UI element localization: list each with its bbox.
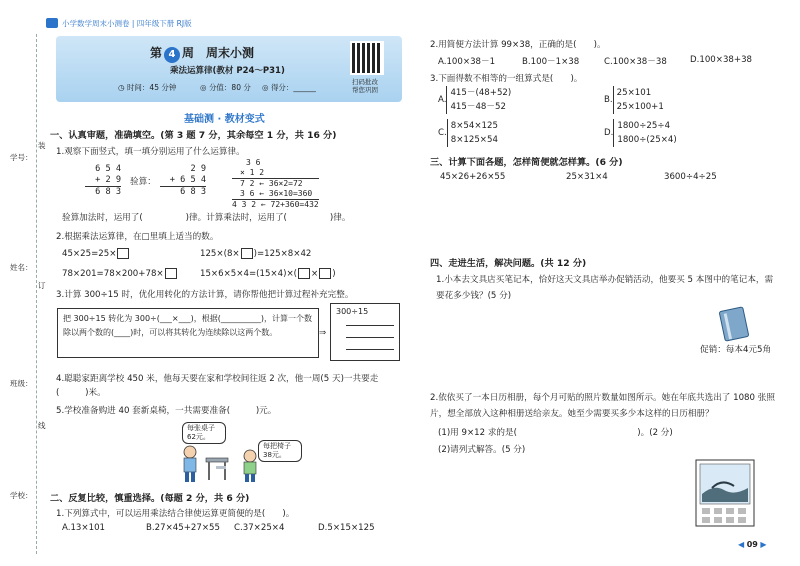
answer-box[interactable] bbox=[165, 268, 177, 279]
s3-item-2: 25×31×4 bbox=[566, 172, 608, 182]
spine-bind-word: 装 bbox=[38, 141, 46, 150]
week-title: 第 4 周 周末小测 bbox=[150, 44, 254, 63]
s2-q2-opt-b[interactable]: B.100－1×38 bbox=[522, 57, 580, 67]
chair-price-bubble: 每把椅子38元。 bbox=[258, 440, 302, 462]
s4-q2-part2: (2)请列式解答。(5 分) bbox=[438, 445, 526, 455]
s2-q1-opt-a[interactable]: A.13×101 bbox=[62, 523, 105, 533]
s3-item-3: 3600÷4÷25 bbox=[664, 172, 717, 182]
check-label: 验算： bbox=[130, 177, 156, 187]
calendar-album-illustration bbox=[694, 458, 756, 528]
s2-q2-text: 2.用简便方法计算 99×38，正确的是( )。 bbox=[430, 40, 606, 50]
q2-eq-c: 78×201=78×200+78× bbox=[62, 268, 178, 279]
binding-line bbox=[36, 34, 37, 554]
s2-q1-opt-b[interactable]: B.27×45+27×55 bbox=[146, 523, 220, 533]
check-vertical: 2 9 + 6 5 4 6 8 3 bbox=[160, 164, 206, 198]
arrow-icon: ⇒ bbox=[319, 328, 327, 338]
series-logo bbox=[46, 18, 58, 28]
s4-q1-text: 1.小本去文具店买笔记本，恰好这天文具店举办促销活动，他要买 5 本图中的笔记本，需要花多少钱？(5 分) bbox=[436, 275, 774, 301]
s2-q2-opt-a[interactable]: A.100×38－1 bbox=[438, 57, 496, 67]
students-illustration bbox=[178, 444, 268, 484]
s4-q2-text: 2.依依买了一本日历相册，每个月可贴的照片数量如图所示。她在年底共选出了 1080 张照片，想全部放入这种相册送给亲友。她至少需要买多少本这样的日历相册？ bbox=[430, 393, 775, 419]
q2-eq-b: 125×(8× )=125×8×42 bbox=[200, 249, 312, 259]
q3-text: 3.计算 300÷15 时，优化用转化的方法计算，请你帮他把计算过程补充完整。 bbox=[56, 290, 354, 300]
spine-bind-word: 订 bbox=[38, 281, 46, 290]
notebook-icon bbox=[718, 306, 752, 342]
section-3-title: 三、计算下面各题，怎样简便就怎样算。(6 分) bbox=[430, 157, 623, 168]
qr-caption: 扫码批改 帮您巩固 bbox=[352, 78, 378, 94]
q3-calc-box[interactable]: 300÷15 bbox=[330, 303, 400, 361]
qr-code[interactable] bbox=[350, 41, 384, 75]
q2-eq-d: 15×6×5×4=(15×4)×( × ) bbox=[200, 269, 336, 279]
q2-eq-a: 45×25=25× bbox=[62, 248, 130, 259]
s2-q3-opt-d[interactable]: D. 1800÷25÷4 1800÷(25×4) bbox=[604, 121, 677, 145]
q2-text: 2.根据乘法运算律，在□里填上适当的数。 bbox=[56, 232, 219, 242]
s2-q3-opt-c[interactable]: C. 8×54×125 8×125×54 bbox=[438, 121, 498, 145]
q1-answer-line: 验算加法时，运用了( )律。计算乘法时，运用了( )律。 bbox=[62, 213, 351, 223]
desk-price-bubble: 每张桌子62元。 bbox=[182, 422, 226, 444]
page-number: ◀ 09 ▶ bbox=[738, 540, 767, 549]
spine-class: 班级： bbox=[10, 379, 33, 388]
q5-text: 5.学校准备购进 40 套新桌椅，一共需要准备( )元。 bbox=[56, 406, 277, 416]
section-band-title: 基础测 · 教材变式 bbox=[184, 114, 265, 125]
section-4-title: 四、走进生活，解决问题。(共 12 分) bbox=[430, 258, 587, 269]
answer-box[interactable] bbox=[319, 268, 331, 279]
spine-bind-word: 线 bbox=[38, 421, 46, 430]
multiplication-vertical: 3 6 × 1 2 7 2 ← 36×2=72 3 6 ← 36×10=360 4 3 2 ← 72+360=432 bbox=[232, 158, 319, 209]
promo-label: 促销：每本4元5角 bbox=[700, 345, 772, 355]
s2-q3-opt-b[interactable]: B. 25×101 25×100+1 bbox=[604, 88, 664, 112]
q1-text: 1.观察下面竖式，填一填分别运用了什么运算律。 bbox=[56, 147, 245, 157]
s2-q1-opt-c[interactable]: C.37×25×4 bbox=[234, 523, 285, 533]
spine-school: 学校： bbox=[10, 491, 33, 500]
addition-vertical: 6 5 4 + 2 9 6 8 3 bbox=[85, 164, 121, 198]
section-2-title: 二、反复比较，慎重选择。(每题 2 分，共 6 分) bbox=[50, 493, 250, 504]
answer-box[interactable] bbox=[241, 248, 253, 259]
spine-student-id: 学号： bbox=[10, 153, 33, 162]
spine-name: 姓名： bbox=[10, 263, 33, 272]
answer-box[interactable] bbox=[117, 248, 129, 259]
score-total-info: ◎ 分值：80 分 bbox=[200, 83, 251, 92]
s2-q2-opt-d[interactable]: D.100×38+38 bbox=[690, 55, 753, 65]
series-title: 小学数学周末小测卷 | 四年级下册 RJ版 bbox=[62, 19, 192, 28]
answer-box[interactable] bbox=[298, 268, 310, 279]
s2-q2-opt-c[interactable]: C.100×38－38 bbox=[604, 57, 667, 67]
q3-fill-box[interactable]: 把 300÷15 转化为 300÷(___×___)，根据(__________)，计算一个数除以两个数的(____)时，可以将其转化为连续除以这两个数。 bbox=[57, 308, 319, 358]
s2-q1-opt-d[interactable]: D.5×15×125 bbox=[318, 523, 375, 533]
s3-item-1: 45×26+26×55 bbox=[440, 172, 506, 182]
q4-text: 4.聪聪家距离学校 450 米，他每天要在家和学校间往返 2 次，他一周(5 天)一共要走( )米。 bbox=[56, 374, 379, 398]
s2-q3-text: 3.下面得数不相等的一组算式是( )。 bbox=[430, 74, 583, 84]
score-got-info: ◎ 得分：______ bbox=[262, 83, 316, 92]
header-subtitle: 乘法运算律(教材 P24～P31) bbox=[170, 66, 285, 76]
section-1-title: 一、认真审题，准确填空。(第 3 题 7 分，其余每空 1 分，共 16 分) bbox=[50, 130, 337, 141]
s2-q1-text: 1.下列算式中，可以运用乘法结合律使运算更简便的是( )。 bbox=[56, 509, 295, 519]
time-info: ◷ 时间：45 分钟 bbox=[118, 83, 177, 92]
s4-q2-part1: (1)用 9×12 求的是( )。(2 分) bbox=[438, 428, 673, 438]
week-number-badge: 4 bbox=[164, 47, 180, 63]
s2-q3-opt-a[interactable]: A. 415－(48+52) 415－48－52 bbox=[438, 88, 512, 112]
